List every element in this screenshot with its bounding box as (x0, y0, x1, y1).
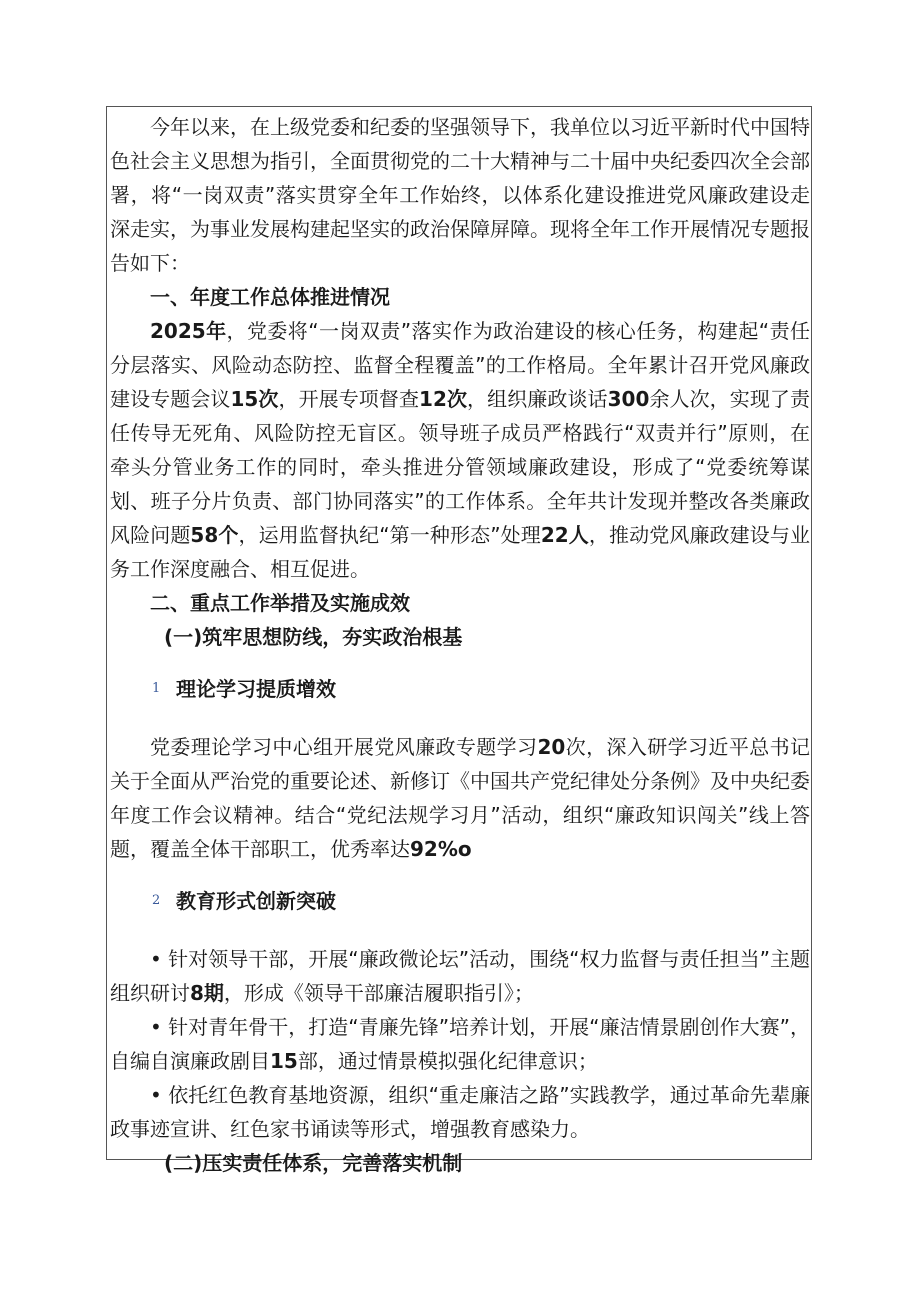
bullet-item (110, 1010, 810, 1078)
excellent-rate: 92%o (410, 837, 472, 861)
forum-count: 8期 (190, 981, 224, 1005)
handled-count: 22人 (540, 523, 589, 547)
year-value: 2025年 (150, 319, 227, 343)
text-span: ，形成《领导干部廉洁履职指引》； (223, 981, 534, 1005)
bullet-item (110, 942, 810, 1010)
issue-count: 58个 (190, 523, 239, 547)
text-span: 余人次，实现了责任传导无死角、风险防控无盲区。领导班子成员严格践行“双责并行”原则，在牵头分管业务工作的同时，牵头推进分管领域廉政建设，形成了“党委统筹谋划、班子分片负责、部门协同落实”的工作体系。全年共计发现并整改各类廉政风险问题 (110, 387, 810, 547)
item-title: 理论学习提质增效 (176, 677, 336, 701)
text-span: 党委理论学习中心组开展党风廉政专题学习 (150, 735, 538, 759)
section-heading-1: 一、年度工作总体推进情况 (150, 285, 390, 309)
text-span: • 依托红色教育基地资源，组织“重走廉洁之路”实践教学，通过革命先辈廉政事迹宣讲、红色家书诵读等形式，增强教育感染力。 (110, 1083, 810, 1141)
text-span: ，推动党风廉政建设与业务工作深度融合、相互促进。 (110, 523, 810, 581)
bullet-item (110, 1078, 810, 1146)
study-count: 20 (537, 735, 566, 759)
subsection-heading-2: (二)压实责任体系，完善落实机制 (164, 1151, 463, 1175)
talk-count: 300 (607, 387, 650, 411)
text-span: 次，深入研学习近平总书记关于全面从严治党的重要论述、新修订《中国共产党纪律处分条例》及中央纪委年度工作会议精神。结合“党纪法规学习月”活动，组织“廉政知识闯关”线上答题，覆盖全体干部职工，优秀率达 (110, 735, 811, 861)
item-heading-1 (110, 672, 810, 706)
text-span: ，组织廉政谈话 (467, 387, 608, 411)
section-heading-2: 二、重点工作举措及实施成效 (150, 591, 410, 615)
text-span: • 针对领导干部，开展“廉政微论坛”活动，围绕“权力监督与责任担当”主题组织研讨 (110, 947, 810, 1005)
drama-count: 15 (270, 1049, 298, 1073)
item1-paragraph (110, 730, 810, 866)
item-number: 1 (152, 681, 161, 696)
text-span: ，运用监督执纪“第一种形态”处理 (238, 523, 541, 547)
document-body (110, 110, 810, 1180)
meeting-count: 15次 (230, 387, 279, 411)
item-heading-2 (110, 884, 810, 918)
intro-paragraph: 今年以来，在上级党委和纪委的坚强领导下，我单位以习近平新时代中国特色社会主义思想为指引，全面贯彻党的二十大精神与二十届中央纪委四次全会部署，将“一岗双责”落实贯穿全年工作始终，以体系化建设推进党风廉政建设走深走实，为事业发展构建起坚实的政治保障屏障。现将全年工作开展情况专题报告如下： (110, 115, 810, 275)
section1-paragraph (110, 314, 810, 586)
text-span: ，党委将“一岗双责”落实作为政治建设的核心任务，构建起“责任分层落实、风险动态防控、监督全程覆盖”的工作格局。全年累计召开党风廉政建设专题会议 (110, 319, 810, 411)
text-span: ，开展专项督查 (278, 387, 420, 411)
text-span: • 针对青年骨干，打造“青廉先锋”培养计划，开展“廉洁情景剧创作大赛”，自编自演廉政剧目 (110, 1015, 810, 1073)
inspection-count: 12次 (419, 387, 468, 411)
subsection-heading-1: (一)筑牢思想防线，夯实政治根基 (164, 625, 463, 649)
text-span: 部，通过情景模拟强化纪律意识； (297, 1049, 598, 1073)
item-title: 教育形式创新突破 (176, 889, 336, 913)
item-number: 2 (152, 893, 161, 908)
